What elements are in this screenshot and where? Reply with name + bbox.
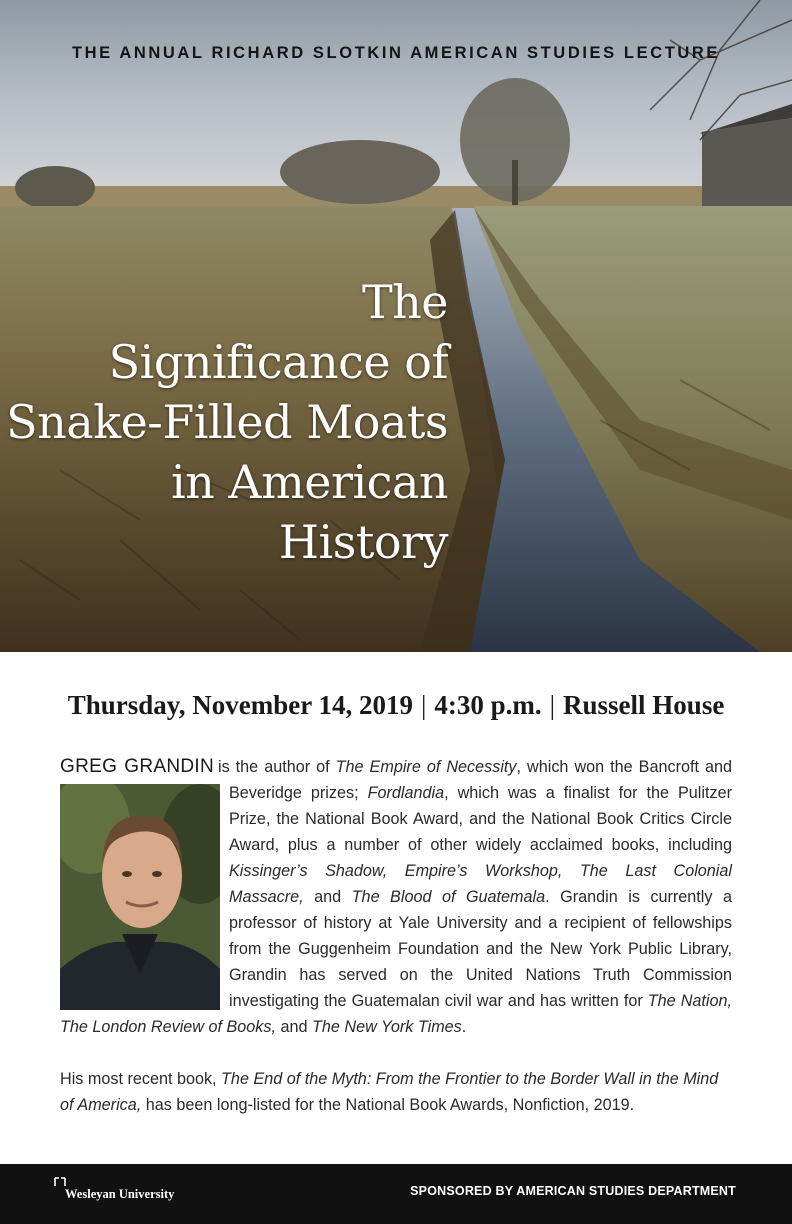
event-details [0,690,792,721]
bio-text: is the author of [217,758,336,776]
book-title: The Empire of Necessity [335,758,517,776]
title-line: The [361,275,448,329]
publication-title: The New York Times [311,1018,462,1036]
recent-text: has been long-listed for the National Book Awards, Nonfiction, 2019. [141,1096,635,1114]
recent-book-note [60,1066,732,1118]
university-name: Wesleyan University [65,1187,175,1201]
bio-text: . [461,1018,467,1036]
event-location: Russell House [563,690,725,720]
speaker-portrait [60,784,220,1010]
bio-text: , which won the Bancroft and Beveridge prizes; [229,758,732,802]
lecture-series-kicker: THE ANNUAL RICHARD SLOTKIN AMERICAN STUDIES LECTURE [71,44,721,62]
title-line: in American [170,455,448,509]
event-time: 4:30 p.m. [434,690,542,720]
title-line: History [278,515,448,569]
bio-text: and [275,1018,312,1036]
recent-text: His most recent book, [60,1070,222,1088]
bio-text: , which was a finalist for the Pulitzer Prize, the National Book Award, and the National Book Critics Circle Award, plus a number of other widely acclaimed books, including [229,784,732,854]
title-line: Snake-Filled Moats [6,395,448,449]
title-line: Significance of [108,335,448,389]
footer-bar [0,1164,792,1224]
sponsor-credit: SPONSORED BY AMERICAN STUDIES DEPARTMENT [410,1184,736,1198]
book-title: The Blood of Guatemala [351,888,546,906]
separator: | [420,690,427,720]
speaker-name: GREG GRANDIN [60,756,214,777]
speaker-bio [60,754,732,1040]
book-title: Fordlandia [367,784,445,802]
lecture-title [6,272,448,572]
publication-titles: The Nation, The London Review of Books, [60,992,733,1036]
book-titles: Kissinger’s Shadow, Empire’s Workshop, The Last Colonial Massacre, [229,862,732,906]
separator: | [549,690,556,720]
bio-text: and [303,888,352,906]
bio-text: . Grandin is currently a professor of history at Yale University and a recipient of fellowships from the Guggenheim Foundation and the New York Public Library, Grandin has served on the United Nations Truth Commission investigating the Guatemalan civil war and has written for [229,888,732,1010]
recent-book-title: The End of the Myth: From the Frontier to the Border Wall in the Mind of America, [60,1070,719,1114]
speaker-photo [60,784,220,1010]
event-date: Thursday, November 14, 2019 [67,690,413,720]
